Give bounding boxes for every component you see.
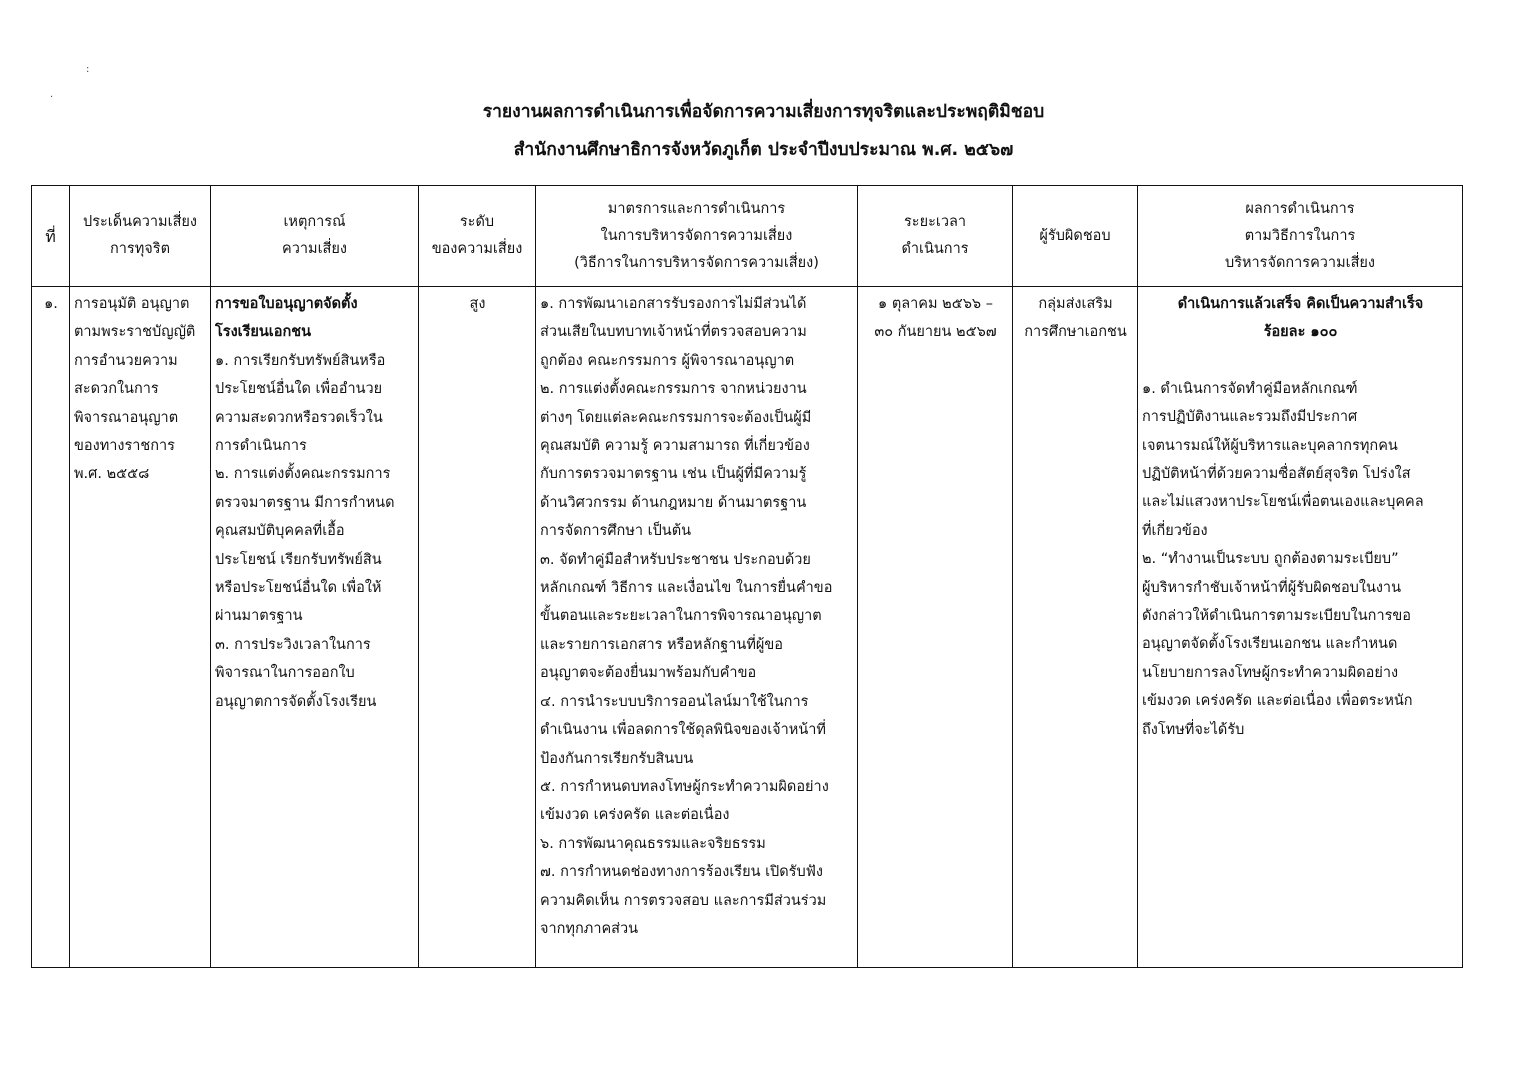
measure-line: เข้มงวด เคร่งครัด และต่อเนื่อง [540,807,730,824]
event-item-line: คุณสมบัติบุคคลที่เอื้อ [215,523,345,540]
event-item-line: ความสะดวกหรือรวดเร็วใน [215,409,383,426]
cell-responsible [1013,287,1138,968]
measure-line: หลักเกณฑ์ วิธีการ และเงื่อนไข ในการยื่นคำขอ [540,580,833,597]
measure-line: ถูกต้อง คณะกรรมการ ผู้พิจารณาอนุญาต [540,352,795,369]
result-item-line: ๑. ดำเนินการจัดทำคู่มือหลักเกณฑ์ [1142,380,1358,397]
measure-line: ป้องกันการเรียกรับสินบน [540,750,694,767]
measure-line: ความคิดเห็น การตรวจสอบ และการมีส่วนร่วม [540,892,827,909]
report-subtitle: สำนักงานศึกษาธิการจังหวัดภูเก็ต ประจำปีงบประมาณ พ.ศ. ๒๕๖๗ [513,140,1014,160]
responsible-line: การศึกษาเอกชน [1024,324,1127,341]
measure-line: ดำเนินงาน เพื่อลดการใช้ดุลพินิจของเจ้าหน้าที่ [540,722,826,739]
measure-line: ๓. จัดทำคู่มือสำหรับประชาชน ประกอบด้วย [540,551,811,568]
header-risk-event: เหตุการณ์ ความเสี่ยง [211,186,419,287]
result-item-line: ปฏิบัติหน้าที่ด้วยความซื่อสัตย์สุจริต โปร่งใส [1142,466,1411,483]
event-title-line: โรงเรียนเอกชน [215,324,312,341]
result-item-line: เจตนารมณ์ให้ผู้บริหารและบุคลากรทุกคน [1142,437,1398,454]
risk-issue-line: การอนุมัติ อนุญาต [74,296,190,312]
measure-line: ๔. การนำระบบบริการออนไลน์มาใช้ในการ [540,693,809,710]
result-item-line: การปฏิบัติงานและรวมถึงมีประกาศ [1142,409,1358,426]
responsible-line: กลุ่มส่งเสริม [1038,296,1113,312]
measure-line: และรายการเอกสาร หรือหลักฐานที่ผู้ขอ [540,636,783,653]
header-row [32,186,1463,287]
header-measures: มาตรการและการดำเนินการ ในการบริหารจัดการความเสี่ยง (วิธีการในการบริหารจัดการความเสี่ยง) [536,186,858,287]
header-no: ที่ [32,186,70,287]
event-item-line: หรือประโยชน์อื่นใด เพื่อให้ [215,580,382,597]
scan-speck: · [50,92,54,103]
measure-line: ๑. การพัฒนาเอกสารรับรองการไม่มีส่วนได้ [540,296,807,312]
measure-line: คุณสมบัติ ความรู้ ความสามารถ ที่เกี่ยวข้อง [540,438,810,455]
cell-risk-level: สูง [419,287,536,968]
risk-issue-line: ของทางราชการ [74,438,175,455]
event-item-line: ๑. การเรียกรับทรัพย์สินหรือ [215,352,386,369]
risk-issue-line: ตามพระราชบัญญัติ [74,324,196,341]
event-item-line: ๒. การแต่งตั้งคณะกรรมการ [215,466,391,483]
result-item-line: ผู้บริหารกำชับเจ้าหน้าที่ผู้รับผิดชอบในงาน [1142,579,1401,596]
event-item-line: ประโยชน์ เรียกรับทรัพย์สิน [215,551,382,568]
measure-line: ด้านวิศวกรรม ด้านกฎหมาย ด้านมาตรฐาน [540,494,807,511]
report-title: รายงานผลการดำเนินการเพื่อจัดการความเสี่ยงการทุจริตและประพฤติมิชอบ [482,102,1045,122]
result-title-line: ดำเนินการแล้วเสร็จ คิดเป็นความสำเร็จ [1177,296,1424,312]
event-item-line: อนุญาตการจัดตั้งโรงเรียน [215,693,377,710]
event-title-line: การขอใบอนุญาตจัดตั้ง [215,296,358,312]
event-item-line: พิจารณาในการออกใบ [215,665,355,682]
measure-line: ขั้นตอนและระยะเวลาในการพิจารณาอนุญาต [540,608,822,625]
event-item-line: ผ่านมาตรฐาน [215,608,303,625]
period-line: ๓๐ กันยายน ๒๕๖๗ [874,324,997,341]
risk-issue-line: การอำนวยความ [74,352,178,369]
measure-line: อนุญาตจะต้องยื่นมาพร้อมกับคำขอ [540,665,757,682]
header-responsible: ผู้รับผิดชอบ [1013,186,1138,287]
cell-risk-event [211,287,419,968]
header-period: ระยะเวลา ดำเนินการ [858,186,1013,287]
event-item-line: ตรวจมาตรฐาน มีการกำหนด [215,494,395,511]
scan-speck: : [86,64,90,75]
risk-issue-line: พิจารณาอนุญาต [74,409,179,426]
header-risk-issue: ประเด็นความเสี่ยง การทุจริต [70,186,211,287]
result-item-line: นโยบายการลงโทษผู้กระทำความผิดอย่าง [1142,664,1399,681]
result-item-line: ถึงโทษที่จะได้รับ [1142,721,1245,738]
measure-line: ๗. การกำหนดช่องทางการร้องเรียน เปิดรับฟัง [540,864,824,881]
result-item-line: ที่เกี่ยวข้อง [1142,522,1208,539]
measure-line: ต่างๆ โดยแต่ละคณะกรรมการจะต้องเป็นผู้มี [540,409,812,426]
risk-issue-line: สะดวกในการ [74,381,159,398]
table-row [32,287,1463,968]
measure-line: การจัดการศึกษา เป็นต้น [540,523,692,540]
risk-issue-line: พ.ศ. ๒๕๕๘ [74,466,150,483]
result-item-line: เข้มงวด เคร่งครัด และต่อเนื่อง เพื่อตระหนัก [1142,693,1413,710]
result-item-line: และไม่แสวงหาประโยชน์เพื่อตนเองและบุคคล [1142,494,1424,511]
result-item-line: ดังกล่าวให้ดำเนินการตามระเบียบในการขอ [1142,608,1412,625]
cell-period [858,287,1013,968]
header-results: ผลการดำเนินการ ตามวิธีการในการ บริหารจัดการความเสี่ยง [1138,186,1463,287]
measure-line: ๒. การแต่งตั้งคณะกรรมการ จากหน่วยงาน [540,381,807,398]
measure-line: กับการตรวจมาตรฐาน เช่น เป็นผู้ที่มีความรู้ [540,466,807,483]
measure-line: ๖. การพัฒนาคุณธรรมและจริยธรรม [540,835,766,852]
cell-risk-issue [70,287,211,968]
risk-report-table [31,185,1463,968]
measure-line: ส่วนเสียในบทบาทเจ้าหน้าที่ตรวจสอบความ [540,324,807,341]
period-line: ๑ ตุลาคม ๒๕๖๖ – [878,296,993,312]
event-item-line: ประโยชน์อื่นใด เพื่ออำนวย [215,381,383,398]
result-item-line: อนุญาตจัดตั้งโรงเรียนเอกชน และกำหนด [1142,636,1398,653]
cell-results [1138,287,1463,968]
measure-line: ๕. การกำหนดบทลงโทษผู้กระทำความผิดอย่าง [540,778,829,795]
header-risk-level: ระดับ ของความเสี่ยง [419,186,536,287]
event-item-line: ๓. การประวิงเวลาในการ [215,636,371,653]
cell-measures [536,287,858,968]
measure-line: จากทุกภาคส่วน [540,920,639,937]
result-item-line: ๒. “ทำงานเป็นระบบ ถูกต้องตามระเบียบ” [1142,551,1399,568]
cell-no: ๑. [32,287,70,968]
event-item-line: การดำเนินการ [215,438,307,455]
result-title-line: ร้อยละ ๑๐๐ [1263,324,1338,341]
